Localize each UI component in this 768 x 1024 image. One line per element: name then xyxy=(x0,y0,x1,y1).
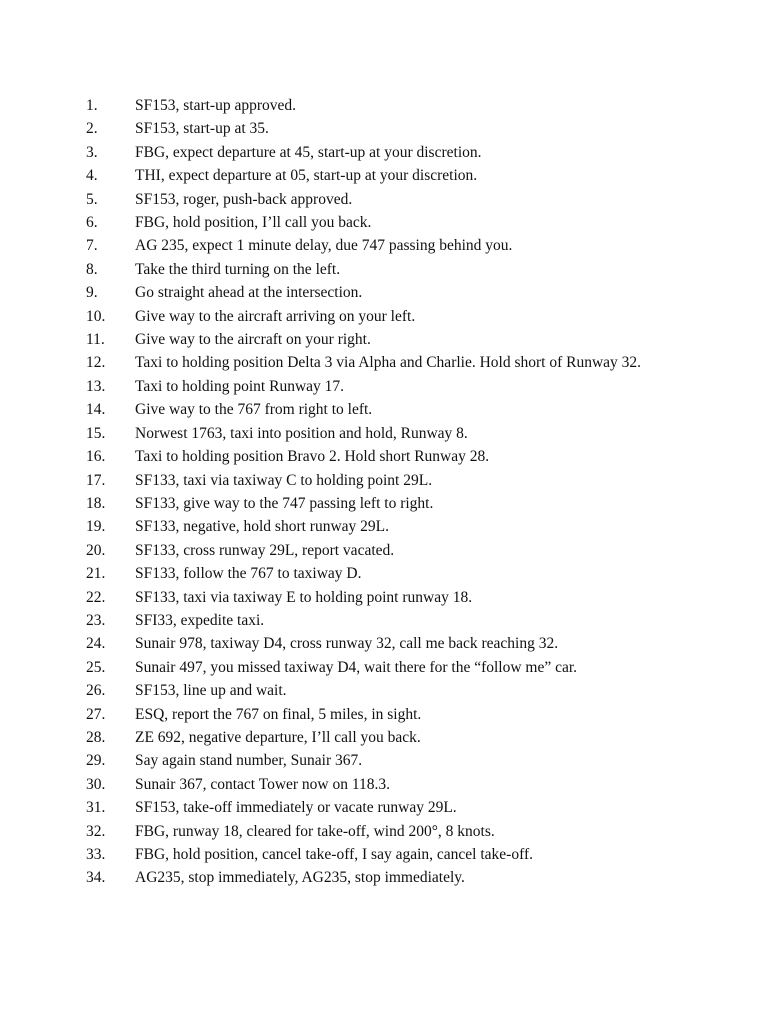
item-text: Sunair 497, you missed taxiway D4, wait there for the “follow me” car. xyxy=(135,658,578,676)
list-item xyxy=(0,258,768,281)
list-item xyxy=(0,679,768,702)
item-text: Give way to the aircraft arriving on your left. xyxy=(135,307,416,325)
item-text: Taxi to holding position Delta 3 via Alpha and Charlie. Hold short of Runway 32. xyxy=(135,354,642,372)
item-text: SF133, give way to the 747 passing left to right. xyxy=(135,494,434,512)
item-number: 32. xyxy=(86,822,106,840)
item-number: 22. xyxy=(86,588,106,606)
list-item xyxy=(0,726,768,749)
list-item xyxy=(0,422,768,445)
item-text: SF153, start-up approved. xyxy=(135,97,297,114)
item-number: 14. xyxy=(86,401,106,419)
item-text: AG 235, expect 1 minute delay, due 747 passing behind you. xyxy=(135,237,513,255)
item-number: 11. xyxy=(86,331,105,349)
item-number: 29. xyxy=(86,752,106,770)
item-text: Take the third turning on the left. xyxy=(135,260,341,278)
item-text: Norwest 1763, taxi into position and hold, Runway 8. xyxy=(135,424,468,442)
list-item xyxy=(0,562,768,585)
list-item xyxy=(0,632,768,655)
item-text: FBG, runway 18, cleared for take-off, wind 200°, 8 knots. xyxy=(135,822,495,840)
item-number: 27. xyxy=(86,705,106,723)
item-number: 6. xyxy=(86,214,98,232)
item-number: 10. xyxy=(86,307,106,325)
item-number: 23. xyxy=(86,611,106,629)
item-text: SFI33, expedite taxi. xyxy=(135,611,265,629)
item-number: 16. xyxy=(86,448,106,466)
item-text: SF153, line up and wait. xyxy=(135,682,287,700)
list-item xyxy=(0,164,768,187)
item-text: THI, expect departure at 05, start-up at your discretion. xyxy=(135,167,478,185)
item-text: Sunair 367, contact Tower now on 118.3. xyxy=(135,775,391,793)
list-item xyxy=(0,281,768,304)
item-text: SF133, follow the 767 to taxiway D. xyxy=(135,565,362,583)
item-text: SF133, taxi via taxiway C to holding point 29L. xyxy=(135,471,433,489)
list-item xyxy=(0,820,768,843)
item-text: Go straight ahead at the intersection. xyxy=(135,284,363,302)
list-item xyxy=(0,492,768,515)
item-number: 9. xyxy=(86,284,98,302)
list-item xyxy=(0,703,768,726)
item-number: 4. xyxy=(86,167,98,185)
list-item xyxy=(0,445,768,468)
item-number: 12. xyxy=(86,354,106,372)
item-number: 33. xyxy=(86,846,106,863)
list-item xyxy=(0,398,768,421)
list-item xyxy=(0,188,768,211)
item-text: SF153, roger, push-back approved. xyxy=(135,190,353,208)
list-item xyxy=(0,656,768,679)
item-text: FBG, expect departure at 45, start-up at your discretion. xyxy=(135,143,482,161)
item-text: SF133, negative, hold short runway 29L. xyxy=(135,518,390,536)
item-number: 17. xyxy=(86,471,106,489)
list-item xyxy=(0,609,768,632)
list-item xyxy=(0,117,768,140)
list-item xyxy=(0,211,768,234)
item-text: SF153, take-off immediately or vacate runway 29L. xyxy=(135,799,457,817)
list-item xyxy=(0,749,768,772)
item-number: 20. xyxy=(86,541,106,559)
item-number: 7. xyxy=(86,237,98,255)
item-text: Give way to the aircraft on your right. xyxy=(135,331,371,349)
item-text: Taxi to holding point Runway 17. xyxy=(135,377,345,395)
item-number: 24. xyxy=(86,635,106,653)
item-number: 21. xyxy=(86,565,106,583)
list-item xyxy=(0,796,768,819)
item-number: 3. xyxy=(86,143,98,161)
list-item xyxy=(0,351,768,374)
item-number: 34. xyxy=(86,869,106,887)
item-number: 31. xyxy=(86,799,106,817)
item-text: ESQ, report the 767 on final, 5 miles, in sight. xyxy=(135,705,422,723)
item-number: 19. xyxy=(86,518,106,536)
list-item xyxy=(0,773,768,796)
list-item xyxy=(0,234,768,257)
item-number: 5. xyxy=(86,190,98,208)
item-number: 26. xyxy=(86,682,106,700)
item-text: Give way to the 767 from right to left. xyxy=(135,401,373,419)
item-number: 28. xyxy=(86,728,106,746)
item-text: AG235, stop immediately, AG235, stop immediately. xyxy=(135,869,465,887)
item-text: SF133, cross runway 29L, report vacated. xyxy=(135,541,395,559)
item-number: 8. xyxy=(86,260,98,278)
list-item xyxy=(0,375,768,398)
item-number: 30. xyxy=(86,775,106,793)
list-item xyxy=(0,586,768,609)
item-number: 15. xyxy=(86,424,106,442)
item-number: 1. xyxy=(86,97,98,114)
list-item xyxy=(0,469,768,492)
item-text: SF133, taxi via taxiway E to holding point runway 18. xyxy=(135,588,473,606)
item-text: SF153, start-up at 35. xyxy=(135,120,269,138)
item-text: FBG, hold position, cancel take-off, I say again, cancel take-off. xyxy=(135,846,533,863)
item-number: 18. xyxy=(86,494,106,512)
item-text: FBG, hold position, I’ll call you back. xyxy=(135,214,372,232)
item-number: 2. xyxy=(86,120,98,138)
item-text: Taxi to holding position Bravo 2. Hold short Runway 28. xyxy=(135,448,490,466)
list-item xyxy=(0,328,768,351)
item-number: 13. xyxy=(86,377,106,395)
item-text: ZE 692, negative departure, I’ll call you back. xyxy=(135,728,421,746)
item-number: 25. xyxy=(86,658,106,676)
list-item xyxy=(0,305,768,328)
list-item xyxy=(0,515,768,538)
list-item xyxy=(0,141,768,164)
list-item xyxy=(0,843,768,866)
item-text: Say again stand number, Sunair 367. xyxy=(135,752,363,770)
list-item xyxy=(0,866,768,889)
item-text: Sunair 978, taxiway D4, cross runway 32, call me back reaching 32. xyxy=(135,635,559,653)
list-item xyxy=(0,94,768,117)
list-item xyxy=(0,539,768,562)
phrase-list xyxy=(0,94,768,890)
